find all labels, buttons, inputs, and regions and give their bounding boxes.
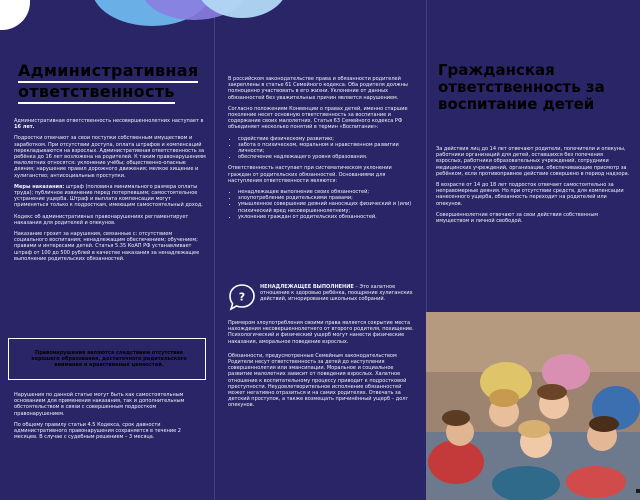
panel3-text	[436, 146, 632, 229]
fold-line-1	[214, 0, 215, 500]
improper-performance-note	[260, 284, 416, 303]
p3-para3: Совершеннолетние отвечают за свои действия собственным имуществом и личной свободой.	[436, 211, 599, 225]
p2-para2: Согласно положениям Конвенции о правах детей, именно старшие поколение несет основную ответственность за воспитание и содержание своих малолетних. Статья 63 Семейного кодекса РФ объединяет несколько понятий в термин «Воспитание»:	[228, 105, 408, 131]
p3-para2: В возрасте от 14 до 18 лет подросток отвечает самостоятельно за неправомерные деяния. Но при отсутствии средств, для компенсации нанесенного ущерба, обязанность переходит на родителей или опекунов.	[436, 182, 624, 207]
p2-para5: Обязанности, предусмотренные Семейным законодательством Родители несут ответственность за детей до наступления совершеннолетия или эмансипации. Моральное и социальное развитие малолетних зависит от поведения взрослых. Халатное отношение к воспитательному процессу приводит к подростковой преступности. Неудовлетворительное исполнение обязанностей может негативно отразиться и на самих родителях. Отвечать за детский проступок, а также возмещать причинённый ущерб – долг опекунов.	[228, 352, 409, 409]
list-item: • обеспечение надлежащего уровня образования.	[238, 154, 416, 160]
p1-para4: Кодекс об административных правонарушениях регламентирует наказания для родителей и опекунов.	[14, 213, 189, 226]
p2-list1	[228, 136, 416, 161]
heading-civil: Гражданская ответственность за воспитание детей	[438, 61, 605, 113]
p1-para7: По общему правилу статьи 4.5 Кодекса, срок давности административного правонарушения сохраняется в течение 2 месяцев. В случае с судебным решением – 3 месяца.	[14, 421, 181, 441]
callout-box	[8, 338, 206, 380]
p1-para3: Меры наказания: штраф (половина минимального размера оплаты труда); публичное извинение перед потерпевшим; самостоятельное устранение ущерба. Штраф и выплата компенсации могут применяться только к подросткам, имеющим самостоятельный доход.	[14, 183, 203, 209]
note-text: – Это халатное отношение к здоровью ребёнка, поощрение хулиганских действий, игнорирование школьных собраний.	[260, 284, 413, 303]
heading-line-1: Административная	[18, 62, 198, 83]
list-item: • уклонение граждан от родительских обязанностей.	[238, 214, 416, 220]
p1-para2: Подростки отвечают за свои поступки собственным имуществом и заработком. При отсутствии доступа, оплата штрафов и компенсаций перекладываются на взрослых. Административная ответственность за ребёнка до 16 лет возложена на родителей. К таким правонарушениям малолетних относятся: уклонение учёбы; общественно-опасные деяния; нарушение правил дорожного движения; мелкое хищение и хулиганство; антисоциальные проступки.	[14, 135, 206, 179]
corner-mark	[636, 489, 640, 493]
panel2-text-top	[228, 76, 418, 225]
panel-middle	[214, 0, 426, 500]
p2-list2	[228, 189, 416, 220]
p2-para4: Примером злоупотребления своими права является сокрытие места нахождения несовершеннолетнего от второго родителя, похищение. Психологический и физический ущерб могут нанести физические наказания, аморальное поведение взрослых.	[228, 320, 414, 345]
panel1-text-top	[14, 118, 208, 267]
panel1-text-bottom	[14, 392, 208, 445]
note-title: НЕНАДЛЕЖАЩЕЕ ВЫПОЛНЕНИЕ	[260, 284, 354, 290]
panel2-text-bottom	[228, 320, 418, 414]
p1-para5: Наказание грозит за нарушения, связанные с: отсутствием социального воспитания; ненадлежащим обеспечением; обучением; правами и интересами детей. Статья 5.35 КоАП РФ устанавливает штраф от 100 до 500 рублей в качестве наказания за ненадлежащее выполнение родительских обязанностей.	[14, 231, 200, 262]
p1-para6: Нарушения по данной статье могут быть как самостоятельным основанием для применения наказания, так и дополнительным обстоятельством в связи с совершенным подростком правонарушением.	[14, 392, 185, 417]
list-item: • умышленное совершение деяний наносящих физический и (или) психический вред несовершеннолетнему;	[238, 201, 416, 213]
callout-text: Правонарушения являются следствием отсутствия хорошего образования, достаточного родительского внимания и нравственных ценностей.	[31, 350, 187, 369]
p2-para3: Ответственность наступает при систематическом уклонении граждан от родительских обязанностей. Основаниями для наступления ответственности являются:	[228, 165, 392, 184]
corner-notch	[0, 0, 30, 30]
p3-para1: За действия лиц до 14 лет отвечают родители, попечители и опекуны, работники организаций для детей, оставшихся без попечения взрослых, работники образовательных учреждений, сотрудники медицинских учреждений, организации, обеспечивающие присмотр за ребёнком, если противоправное действие совершено в период надзора.	[436, 146, 630, 177]
list-item: • забота о психическом, моральном и нравственном развитии личности;	[238, 142, 416, 154]
children-photo	[426, 312, 640, 500]
svg-text:?: ?	[238, 290, 246, 304]
p1-para1: Административная ответственность несовершеннолетних наступает в 16 лет.	[14, 118, 204, 131]
p2-para1: В российском законодательстве права и обязанности родителей закреплены в статье 61 Семейного кодекса. Оба родителя должны полноценно участвовать в его жизни. Уклонение от данных обязанностей без уважительных причин является нарушением.	[228, 76, 408, 101]
list-item: • содействие физическому развитию;	[238, 136, 416, 142]
question-bubble-icon	[228, 283, 256, 311]
heading-administrative	[18, 62, 208, 104]
heading-line-2: ответственность	[18, 83, 175, 104]
list-item: • ненадлежащее выполнение своих обязанностей;	[238, 189, 416, 195]
list-item: • злоупотребление родительскими правами;	[238, 195, 416, 201]
